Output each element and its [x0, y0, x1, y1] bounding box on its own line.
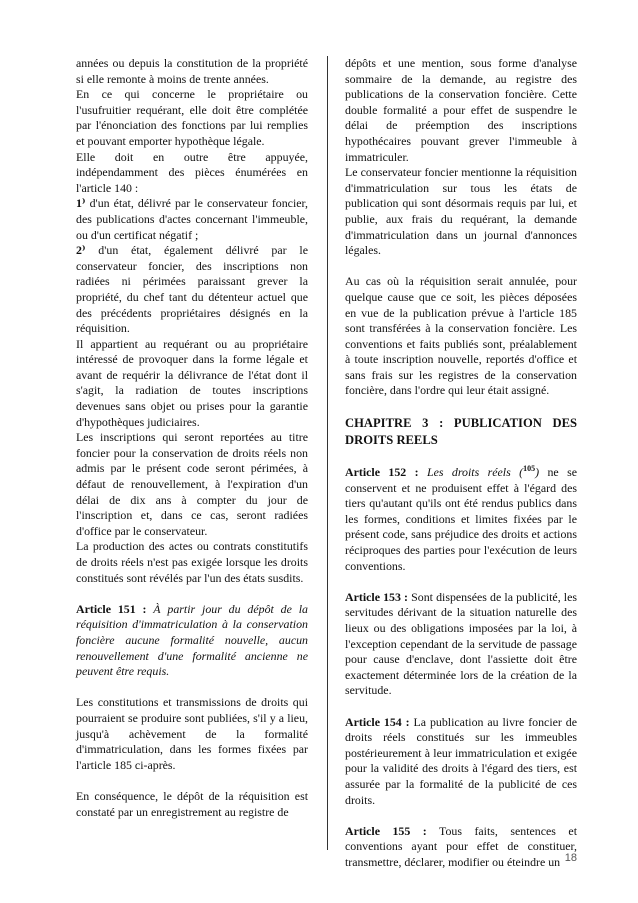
article-italic-close: ): [535, 465, 540, 480]
article-text: À partir jour du dépôt de la réquisition d'immatriculation à la conservation foncière aucune formalité nouvelle, aucun renouvellement d'une formalité ancienne ne peuvent être requis.: [76, 601, 308, 679]
article-title: Article 155 :: [345, 823, 427, 838]
article-154: [345, 715, 577, 809]
article-title: Article 153 :: [345, 589, 409, 604]
list-item: [76, 243, 308, 337]
paragraph: Elle doit en outre être appuyée, indépendamment des pièces énumérées en l'article 140 :: [76, 149, 308, 195]
paragraph: Au cas où la réquisition serait annulée, pour quelque cause que ce soit, les pièces déposées en vue de la publication prévue à l'article 185 sont transférées à la conservation foncière. Les conventions et faits publiés sont, préalablement à toute inscription nouvelle, reportés d'office et sans frais sur les registres de la conservation foncière, dans l'ordre qui leur était assigné.: [345, 274, 577, 398]
paragraph: La production des actes ou contrats constitutifs de droits réels n'est pas exigée lorsque les droits constitués sont révélés par l'un des états susdits.: [76, 539, 308, 585]
article-text: Sont dispensées de la publicité, les servitudes dérivant de la situation naturelle des lieux ou des obligations imposées par la loi, à l'exception cependant de la servitude de passage pour cause d'enclave, dont l'assiette doit être exactement déterminée lors de la création de la servitude.: [345, 589, 577, 698]
chapter-heading: CHAPITRE 3 : PUBLICATION DES DROITS REELS: [345, 416, 577, 448]
article-text: ne se conservent et ne produisent effet à l'égard des tiers qu'autant qu'ils ont été rendus publics dans les formes, conditions et limites fixées par le présent code, sans préjudice des droits et actions réciproques des parties pour l'exécution de leurs conventions.: [345, 465, 578, 573]
article-title: Article 151 :: [76, 601, 147, 616]
list-item-text: d'un état, délivré par le conservateur foncier, des publications d'actes concernant l'immeuble, ou d'un certificat négatif ;: [76, 196, 308, 242]
article-155: [345, 824, 577, 871]
paragraph: dépôts et une mention, sous forme d'analyse sommaire de la demande, au registre des publications de la conservation foncière. Cette double formalité a pour effet de suspendre le délai de préemption des inscriptions hypothécaires pouvant grever l'immeuble à immatriculer.: [345, 56, 577, 164]
list-number: 1⁾: [76, 196, 86, 211]
paragraph: En conséquence, le dépôt de la réquisition est constaté par un enregistrement au registre de: [76, 788, 308, 819]
column-divider: [327, 56, 328, 850]
article-text: La publication au livre foncier de droits réels constitués sur les immeubles postérieurement à leur immatriculation et exigée pour la validité des droits à l'égard des tiers, est assurée par la formalité de la publicité de ces droits.: [345, 714, 578, 807]
list-item: [76, 196, 308, 243]
paragraph: années ou depuis la constitution de la propriété si elle remonte à moins de trente années.: [76, 56, 308, 86]
article-152: [345, 465, 577, 574]
paragraph: Le conservateur foncier mentionne la réquisition d'immatriculation sur tous les états de publication qui sont désormais requis par lui, et publie, aux frais du requérant, la demande d'immatriculation dans un journal d'annonces légales.: [345, 165, 577, 258]
list-number: 2⁾: [76, 243, 86, 258]
right-column: [345, 56, 577, 871]
article-151: [76, 602, 308, 680]
article-153: [345, 590, 577, 699]
left-column: [76, 56, 308, 820]
page-number: 18: [564, 852, 577, 864]
paragraph: En ce qui concerne le propriétaire ou l'usufruitier requérant, elle doit être complétée par l'énonciation des fonctions par lui remplies et pouvant emporter hypothèque légale.: [76, 87, 308, 148]
article-text: Tous faits, sentences et conventions ayant pour effet de constituer, transmettre, déclarer, modifier ou éteindre un: [345, 823, 577, 869]
paragraph: Les inscriptions qui seront reportées au titre foncier pour la conservation de droits réels non admis par le présent code seront périmées, à défaut de renouvellement, à l'expiration d'un délai de dix ans à compter du jour de l'inscription et, dans ce cas, seront radiées d'office par le conservateur.: [76, 430, 308, 538]
footnote-ref: 105: [523, 464, 536, 474]
article-title: Article 152 :: [345, 465, 419, 480]
list-item-text: d'un état, également délivré par le conservateur foncier, des inscriptions non radiées ni périmées paraissant grever la propriété, du chef tant du détenteur actuel que des précédents propriétaires désignés en la réquisition.: [76, 243, 308, 336]
article-italic-text: Les droits réels (: [418, 465, 524, 480]
article-title: Article 154 :: [345, 714, 410, 729]
paragraph: Les constitutions et transmissions de droits qui pourraient se produire sont publiées, s'il y a lieu, jusqu'à achèvement de la formalité d'immatriculation, dans les formes fixées par l'article 185 ci-après.: [76, 695, 308, 772]
paragraph: Il appartient au requérant ou au propriétaire intéressé de provoquer dans la forme légale et avant de requérir la délivrance de l'état dont il s'agit, la radiation de toutes inscriptions devenues sans objet ou prises pour la garantie d'hypothèques judiciaires.: [76, 336, 308, 429]
